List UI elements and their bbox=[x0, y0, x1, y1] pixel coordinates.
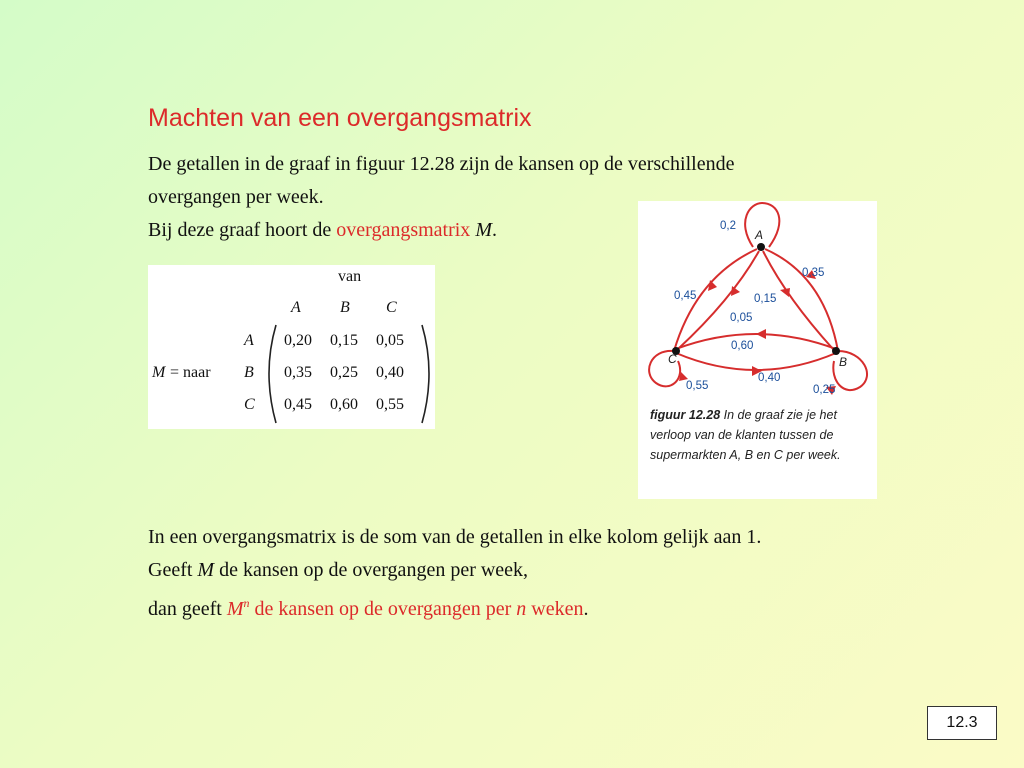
page-title: Machten van een overgangsmatrix bbox=[148, 104, 532, 132]
edge-label-b-c: 0,60 bbox=[731, 340, 754, 352]
matrix-row-label-c: C bbox=[244, 396, 255, 413]
matrix-cell-b-a: 0,35 bbox=[284, 364, 312, 381]
slide-number: 12.3 bbox=[927, 706, 997, 740]
edge-label-b-b: 0,25 bbox=[813, 384, 836, 396]
edge-label-b-a: 0,15 bbox=[754, 293, 777, 305]
arrowhead-b-a bbox=[780, 288, 790, 297]
summary-n-weeks: n bbox=[516, 598, 527, 620]
edge-label-a-a: 0,2 bbox=[720, 220, 736, 232]
summary-line-2 bbox=[148, 554, 761, 587]
intro-line-1: De getallen in de graaf in figuur 12.28 zijn de kansen op de verschillende bbox=[148, 153, 735, 175]
matrix-cell-b-c: 0,40 bbox=[376, 364, 404, 381]
transition-graph bbox=[638, 201, 877, 401]
summary-power-m: M bbox=[226, 598, 244, 620]
matrix-cell-a-a: 0,20 bbox=[284, 332, 312, 349]
matrix-symbol: M bbox=[475, 219, 492, 241]
summary-red-text: de kansen op de overgangen per bbox=[249, 598, 517, 620]
arrowhead-b-c bbox=[756, 329, 766, 339]
edge-label-a-c: 0,45 bbox=[674, 290, 697, 302]
matrix-row-label-a: A bbox=[244, 332, 254, 349]
matrix-col-label-b: B bbox=[340, 299, 350, 316]
edge-b-c bbox=[676, 334, 836, 349]
edge-c-b bbox=[676, 353, 836, 370]
matrix-symbol-m: M bbox=[152, 364, 166, 381]
matrix-cell-c-a: 0,45 bbox=[284, 396, 312, 413]
node-label-c: C bbox=[668, 352, 677, 366]
edge-label-c-b: 0,40 bbox=[758, 372, 781, 384]
matrix-cell-a-c: 0,05 bbox=[376, 332, 404, 349]
intro-line-2: overgangen per week. bbox=[148, 186, 324, 208]
matrix-col-label-a: A bbox=[291, 299, 301, 316]
summary-power-exponent: n bbox=[243, 596, 250, 610]
summary-line-3-end: . bbox=[583, 598, 589, 620]
matrix-term: overgangsmatrix bbox=[336, 219, 471, 241]
node-label-b: B bbox=[839, 355, 848, 369]
summary-symbol-m: M bbox=[197, 559, 215, 581]
edge-label-c-c: 0,55 bbox=[686, 380, 709, 392]
intro-line-3-end: . bbox=[491, 219, 497, 241]
matrix-row-label-b: B bbox=[244, 364, 254, 381]
matrix-col-label-c: C bbox=[386, 299, 397, 316]
transition-matrix bbox=[148, 265, 435, 429]
summary-paragraph bbox=[148, 521, 761, 626]
matrix-col-header-van: van bbox=[338, 268, 362, 285]
matrix-cell-a-b: 0,15 bbox=[330, 332, 358, 349]
summary-line-2-rest: de kansen op de overgangen per week, bbox=[214, 559, 529, 581]
figure-caption-text: In de graaf zie je het verloop van de klanten tussen de supermarkten A, B en C per week. bbox=[650, 408, 841, 462]
intro-line-3-prefix: Bij deze graaf hoort de bbox=[148, 219, 337, 241]
edge-label-a-b: 0,35 bbox=[802, 267, 825, 279]
figure-caption-label: figuur 12.28 bbox=[650, 408, 721, 422]
node-b bbox=[832, 347, 840, 355]
summary-line-3-prefix: dan geeft bbox=[148, 598, 227, 620]
summary-line-1: In een overgangsmatrix is de som van de getallen in elke kolom gelijk aan 1. bbox=[148, 526, 762, 548]
figure-12-28 bbox=[638, 201, 877, 499]
matrix-cell-c-b: 0,60 bbox=[330, 396, 358, 413]
node-label-a: A bbox=[755, 228, 764, 242]
matrix-eq-naar: = naar bbox=[170, 364, 211, 381]
node-a bbox=[757, 243, 765, 251]
matrix-cell-c-c: 0,55 bbox=[376, 396, 404, 413]
figure-caption bbox=[650, 405, 874, 465]
matrix-cell-b-b: 0,25 bbox=[330, 364, 358, 381]
summary-line-2-prefix: Geeft bbox=[148, 559, 198, 581]
summary-line-3 bbox=[148, 587, 761, 626]
edge-label-c-a: 0,05 bbox=[730, 312, 753, 324]
summary-red-weken: weken bbox=[526, 598, 584, 620]
